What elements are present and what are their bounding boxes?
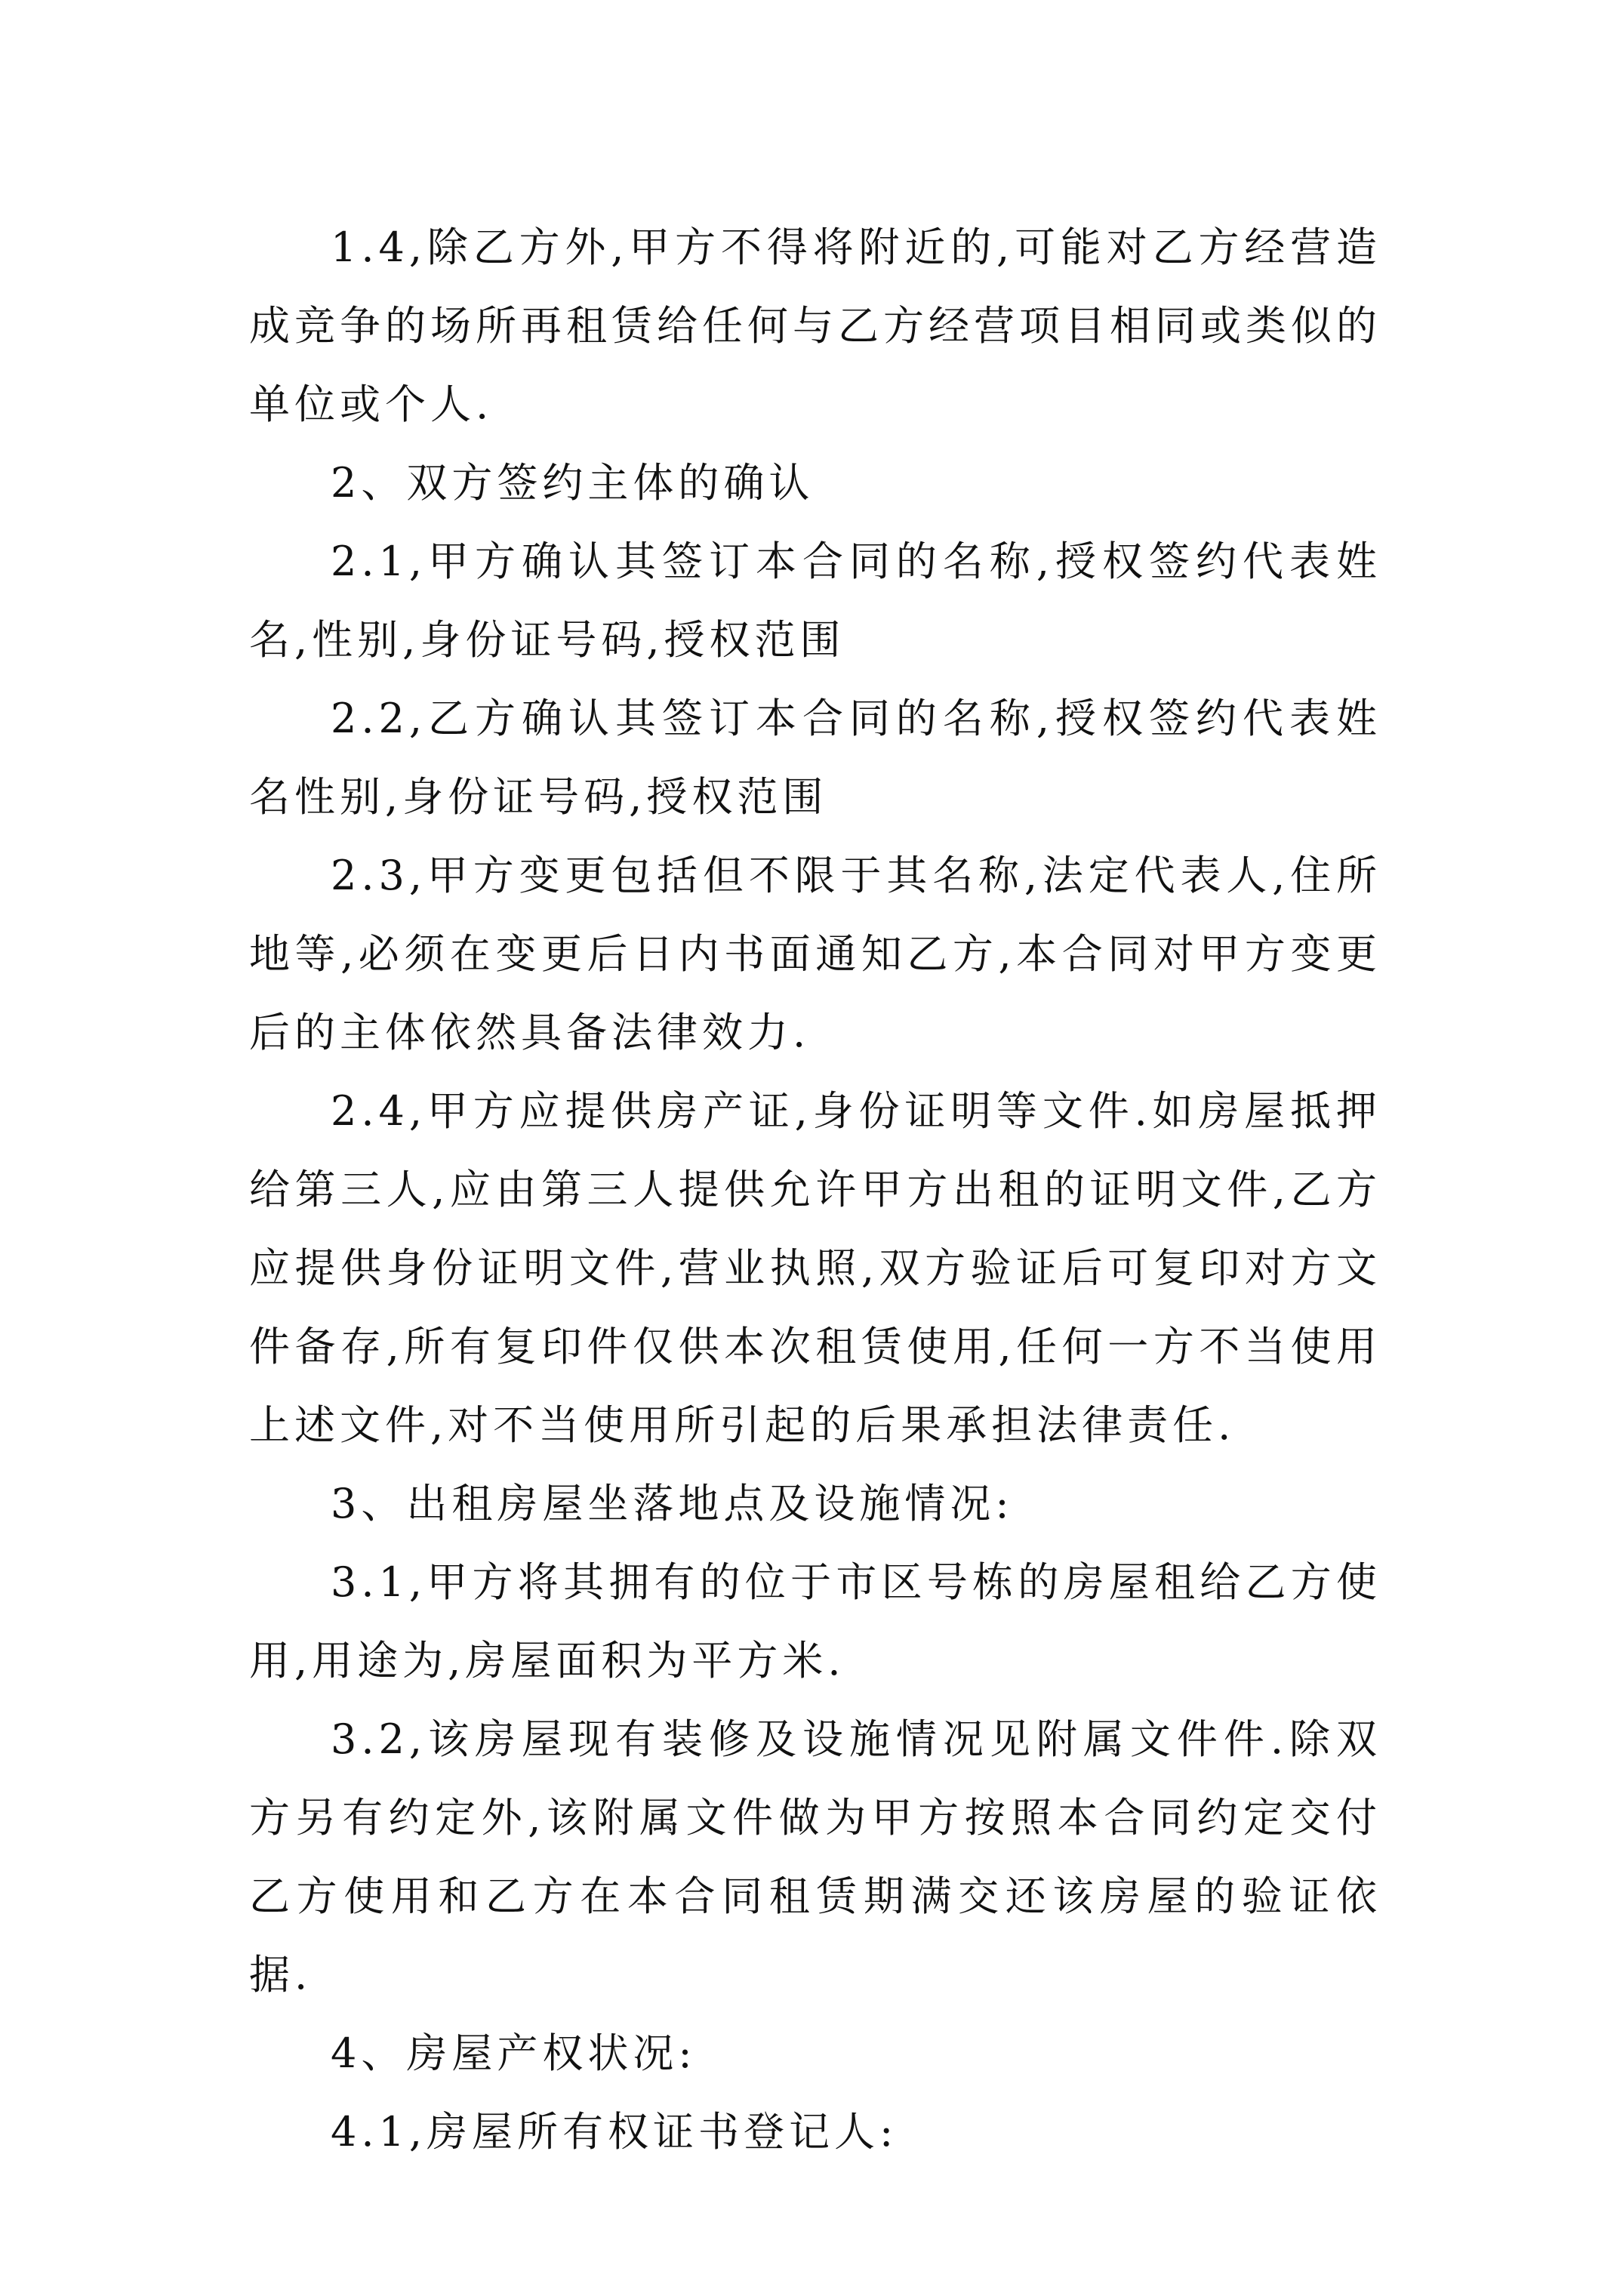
section-4-heading: 4、房屋产权状况:: [331, 2029, 697, 2077]
section-3-heading: 3、出租房屋坐落地点及设施情况:: [331, 1480, 1014, 1527]
clause-2-3: 2.3,甲方变更包括但不限于其名称,法定代表人,住所地等,必须在变更后日内书面通知乙方,本合同对甲方变更后的主体依然具备法律效力.: [249, 852, 1381, 1056]
clause-2-2: 2.2,乙方确认其签订本合同的名称,授权签约代表姓名性别,身份证号码,授权范围: [249, 695, 1381, 821]
clause-2-1: 2.1,甲方确认其签订本合同的名称,授权签约代表姓名,性别,身份证号码,授权范围: [249, 538, 1381, 664]
clause-1-4: 1.4,除乙方外,甲方不得将附近的,可能对乙方经营造成竞争的场所再租赁给任何与乙方经营项目相同或类似的单位或个人.: [249, 223, 1381, 428]
clause-3-2: 3.2,该房屋现有装修及设施情况见附属文件件.除双方另有约定外,该附属文件做为甲方按照本合同约定交付乙方使用和乙方在本合同租赁期满交还该房屋的验证依据.: [249, 1715, 1381, 1999]
document-body: [249, 208, 1381, 2171]
section-2-heading: 2、双方签约主体的确认: [331, 459, 815, 507]
clause-3-1: 3.1,甲方将其拥有的位于市区号栋的房屋租给乙方使用,用途为,房屋面积为平方米.: [249, 1558, 1381, 1684]
clause-4-1: 4.1,房屋所有权证书登记人:: [331, 2108, 898, 2156]
clause-2-4: 2.4,甲方应提供房产证,身份证明等文件.如房屋抵押给第三人,应由第三人提供允许甲方出租的证明文件,乙方应提供身份证明文件,营业执照,双方验证后可复印对方文件备存,所有复印件仅供本次租赁使用,任何一方不当使用上述文件,对不当使用所引起的后果承担法律责任.: [249, 1087, 1381, 1449]
